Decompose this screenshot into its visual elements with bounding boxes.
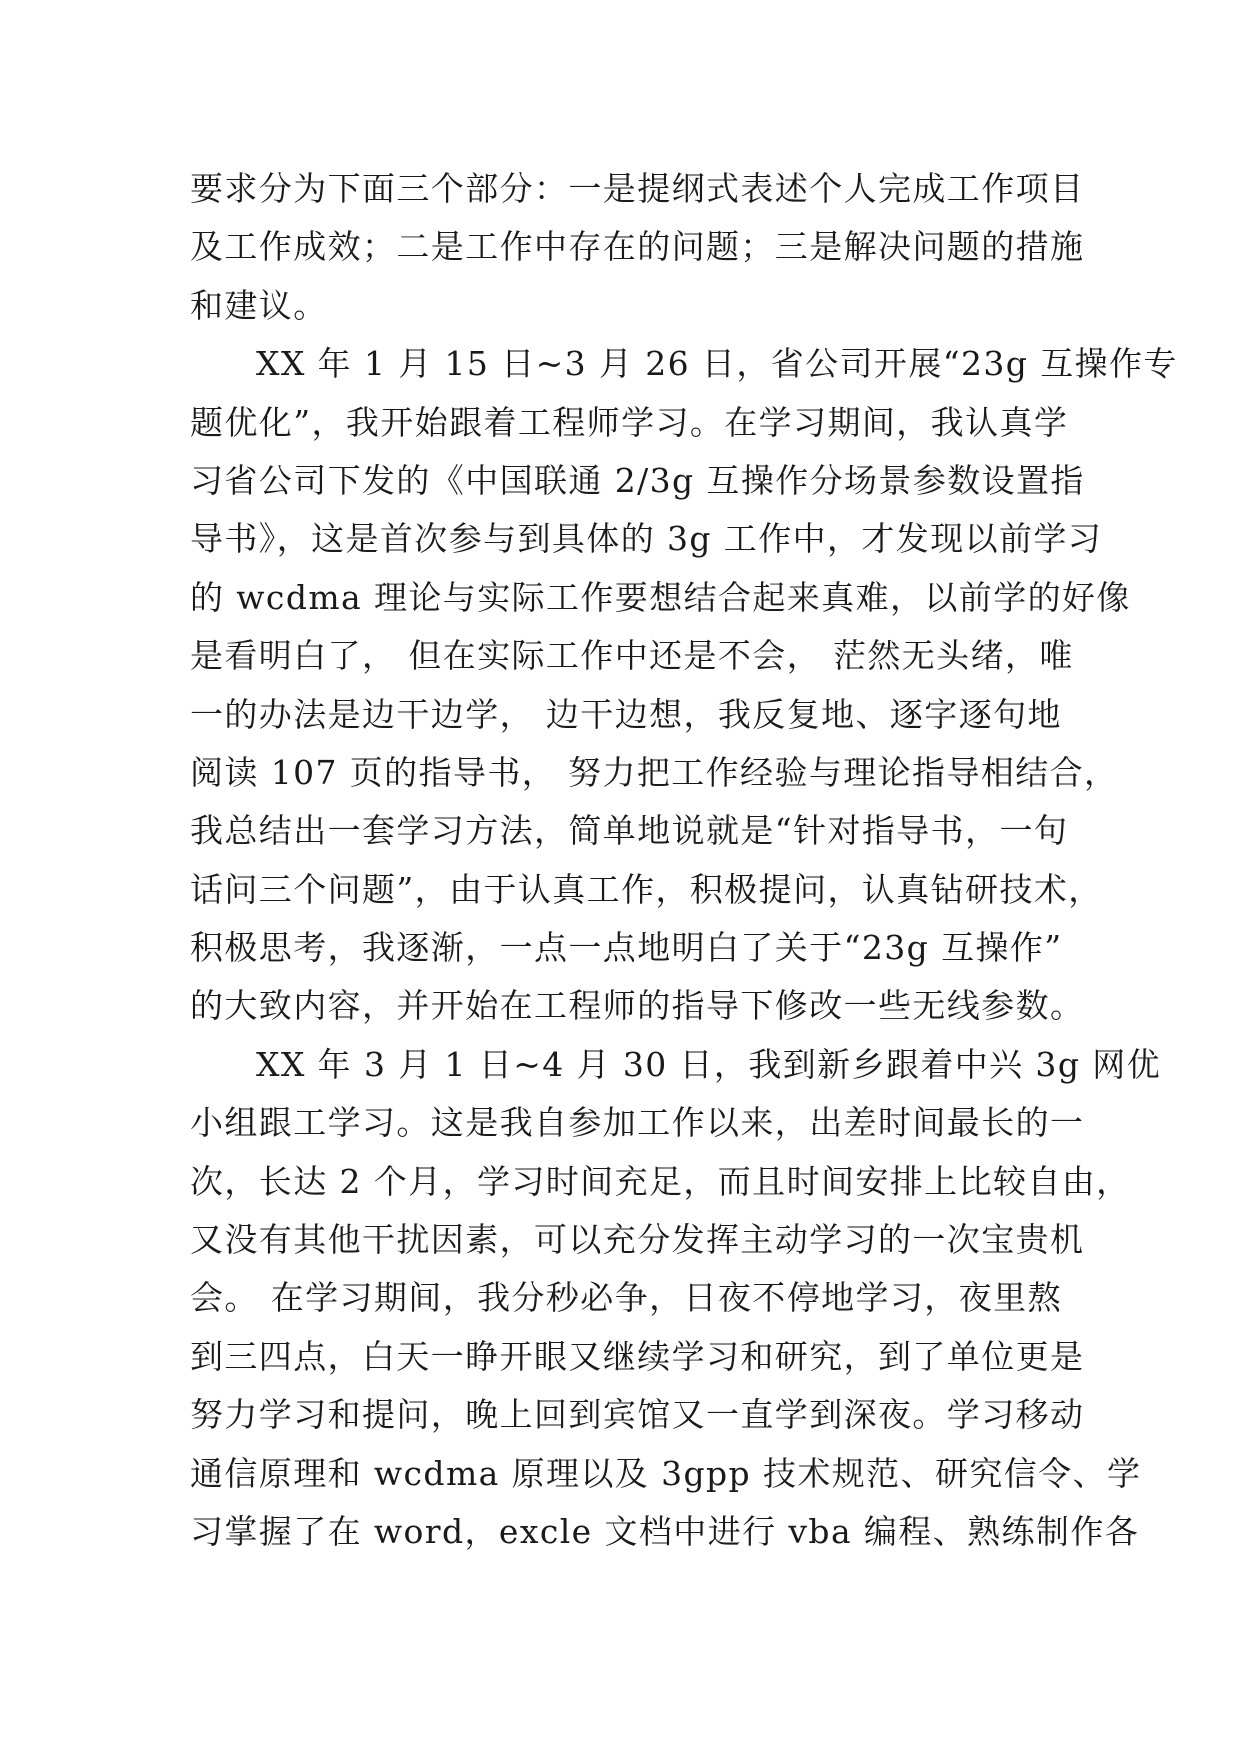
text-line: 和建议。 (190, 285, 328, 325)
paragraph-start-line: XX 年 1 月 15 日~3 月 26 日，省公司开展“23g 互操作专 (256, 344, 1178, 384)
text-line: 及工作成效；二是工作中存在的问题；三是解决问题的措施 (190, 227, 1085, 267)
text-line: 的 wcdma 理论与实际工作要想结合起来真难，以前学的好像 (190, 577, 1131, 617)
text-line: 的大致内容，并开始在工程师的指导下修改一些无线参数。 (190, 986, 1085, 1026)
text-line: 题优化”，我开始跟着工程师学习。在学习期间，我认真学 (190, 402, 1069, 442)
body-text (190, 160, 1178, 1561)
text-line: 要求分为下面三个部分：一是提纲式表述个人完成工作项目 (190, 169, 1085, 208)
text-line: 我总结出一套学习方法，简单地说就是“针对指导书，一句 (190, 811, 1069, 851)
text-line: 到三四点，白天一睁开眼又继续学习和研究，到了单位更是 (190, 1336, 1085, 1376)
text-line: 会。 在学习期间，我分秒必争，日夜不停地学习，夜里熬 (190, 1278, 1062, 1318)
text-line: 是看明白了， 但在实际工作中还是不会， 茫然无头绪，唯 (190, 636, 1074, 676)
text-line: 通信原理和 wcdma 原理以及 3gpp 技术规范、研究信令、学 (190, 1453, 1142, 1493)
paragraph-start-line: XX 年 3 月 1 日~4 月 30 日，我到新乡跟着中兴 3g 网优 (256, 1044, 1162, 1084)
text-line: 一的办法是边干边学， 边干边想，我反复地、逐字逐句地 (190, 694, 1062, 734)
text-line: 导书》，这是首次参与到具体的 3g 工作中，才发现以前学习 (190, 519, 1103, 559)
text-line: 积极思考，我逐渐，一点一点地明白了关于“23g 互操作” (190, 928, 1063, 968)
text-line: 小组跟工学习。这是我自参加工作以来，出差时间最长的一 (190, 1103, 1085, 1143)
text-line: 又没有其他干扰因素，可以充分发挥主动学习的一次宝贵机 (190, 1220, 1085, 1260)
text-line: 话问三个问题”，由于认真工作，积极提问，认真钻研技术， (190, 869, 1103, 909)
text-line: 习掌握了在 word，excle 文档中进行 vba 编程、熟练制作各 (190, 1511, 1140, 1551)
text-line: 习省公司下发的《中国联通 2/3g 互操作分场景参数设置指 (190, 460, 1085, 500)
text-line: 努力学习和提问，晚上回到宾馆又一直学到深夜。学习移动 (190, 1395, 1085, 1435)
text-line: 次，长达 2 个月，学习时间充足，而且时间安排上比较自由， (190, 1161, 1131, 1201)
text-line: 阅读 107 页的指导书， 努力把工作经验与理论指导相结合， (190, 752, 1119, 792)
